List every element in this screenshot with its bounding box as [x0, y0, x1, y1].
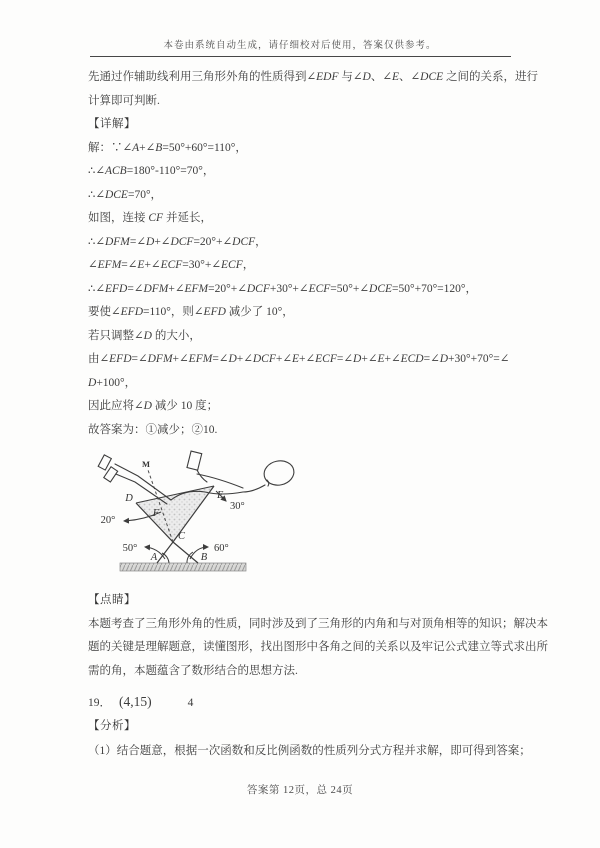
figure-label-D: D	[125, 493, 133, 504]
solution-text-block	[88, 66, 539, 442]
figure-label-F: F	[152, 508, 160, 519]
figure-label-E: E	[217, 490, 224, 501]
figure-angle-20: 20°	[100, 515, 116, 526]
header-rule	[90, 56, 511, 57]
ground-bar	[120, 563, 246, 571]
geometry-figure	[93, 448, 333, 590]
figure-label-B: B	[200, 552, 208, 563]
answer-pair: (4,15)	[119, 694, 152, 709]
header-note: 本卷由系统自动生成，请仔细校对后使用，答案仅供参考。	[163, 41, 437, 51]
footer-page-note: 答案第 12页，总 24页	[246, 785, 354, 796]
detail-line: D+100°，	[88, 376, 137, 389]
figure-angle-30: 30°	[230, 501, 245, 512]
detail-line: 故答案为：①减少；②10.	[88, 423, 218, 436]
detail-line: ∴∠EFD=∠DFM+∠EFM=20°+∠DCF+30°+∠ECF=50°+∠DCE=50°+70°=120°，	[88, 282, 478, 295]
detail-line: 由∠EFD=∠DFM+∠EFM=∠D+∠DCF+∠E+∠ECF=∠D+∠E+∠ECD=∠D+30°+70°=∠	[88, 353, 510, 365]
detail-line: 要使∠EFD=110°，则∠EFD 减少了 10°，	[88, 306, 294, 318]
detail-line: ∴∠DCE=70°，	[88, 188, 163, 201]
detail-line: 如图，连接 CF 并延长，	[88, 212, 212, 224]
solution-intro-line: 计算即可判断.	[88, 94, 160, 107]
question-number: 19．	[88, 697, 111, 709]
remark-block	[88, 589, 548, 683]
question19-answer-row	[88, 689, 518, 714]
solution-intro-line: 先通过作辅助线利用三角形外角的性质得到∠EDF 与∠D、∠E、∠DCE 之间的关系，进行	[88, 71, 539, 83]
analysis-heading: 【分析】	[88, 720, 136, 732]
question19-block	[88, 689, 531, 764]
remark-line: 本题考查了三角形外角的性质，同时涉及到了三角形的内角和与对顶角相等的知识；解决本	[88, 617, 548, 630]
detail-line: 因此应将∠D 减少 10 度；	[88, 400, 219, 412]
figure-angle-50: 50°	[122, 543, 138, 554]
detail-heading: 【详解】	[88, 118, 136, 130]
detail-line: 若只调整∠D 的大小，	[88, 329, 201, 342]
detail-line: ∠EFM=∠E+∠ECF=30°+∠ECF，	[88, 259, 255, 271]
figure-canvas	[93, 448, 333, 590]
figure-label-C: C	[178, 531, 186, 542]
remark-line: 需的角，本题蕴含了数形结合的思想方法.	[88, 664, 298, 677]
detail-line: ∴∠ACB=180°-110°=70°，	[88, 165, 215, 177]
figure-label-A: A	[150, 552, 158, 563]
detail-line: 解：∵∠A+∠B=50°+60°=110°，	[88, 141, 247, 154]
remark-heading: 【点睛】	[88, 594, 136, 606]
figure-label-M: M	[141, 459, 151, 469]
analysis-line: （1）结合题意，根据一次函数和反比例函数的性质列分式方程并求解，即可得到答案；	[88, 745, 531, 757]
remark-line: 题的关键是理解题意，读懂图形，找出图形中各角之间的关系以及牢记公式建立等式求出所	[88, 641, 548, 654]
figure-angle-60: 60°	[214, 543, 229, 554]
answer-second: 4	[187, 697, 194, 709]
detail-line: ∴∠DFM=∠D+∠DCF=20°+∠DCF，	[88, 235, 267, 248]
